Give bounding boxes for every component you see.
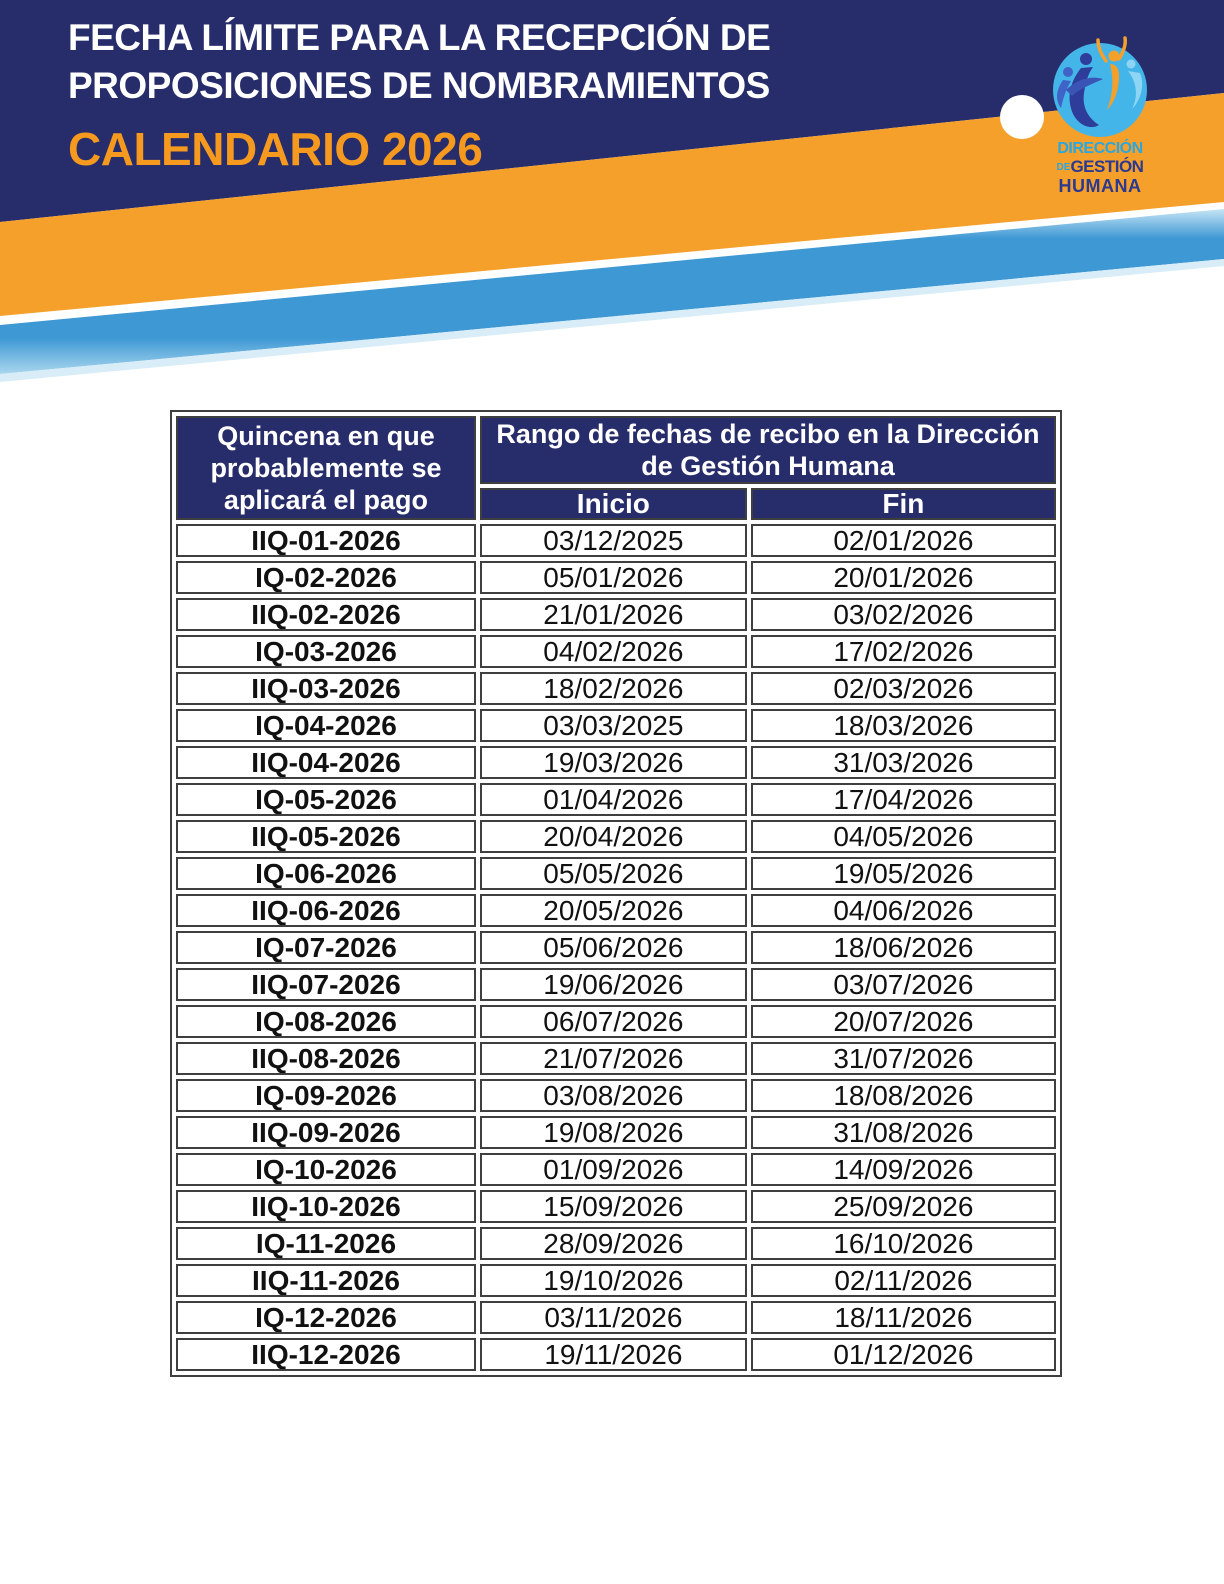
fin-date-cell: 03/07/2026 [751, 968, 1056, 1001]
logo-wordmark [1030, 141, 1170, 195]
inicio-date-cell: 21/01/2026 [480, 598, 747, 631]
table-row [176, 1264, 1056, 1297]
quincena-cell: IIQ-06-2026 [176, 894, 476, 927]
quincena-cell: IIQ-01-2026 [176, 524, 476, 557]
fin-date-cell: 18/03/2026 [751, 709, 1056, 742]
fin-date-cell: 04/06/2026 [751, 894, 1056, 927]
quincena-cell: IIQ-10-2026 [176, 1190, 476, 1223]
quincena-cell: IIQ-12-2026 [176, 1338, 476, 1371]
inicio-date-cell: 20/05/2026 [480, 894, 747, 927]
quincena-cell: IQ-11-2026 [176, 1227, 476, 1260]
inicio-date-cell: 19/03/2026 [480, 746, 747, 779]
quincena-cell: IQ-07-2026 [176, 931, 476, 964]
table-row [176, 820, 1056, 853]
quincena-cell: IIQ-04-2026 [176, 746, 476, 779]
calendar-subtitle: CALENDARIO 2026 [68, 123, 483, 175]
fin-date-cell: 19/05/2026 [751, 857, 1056, 890]
table-row [176, 1190, 1056, 1223]
quincena-cell: IIQ-09-2026 [176, 1116, 476, 1149]
fin-date-cell: 02/03/2026 [751, 672, 1056, 705]
table-row [176, 561, 1056, 594]
fin-date-cell: 18/06/2026 [751, 931, 1056, 964]
inicio-date-cell: 05/06/2026 [480, 931, 747, 964]
quincena-cell: IIQ-08-2026 [176, 1042, 476, 1075]
fin-date-cell: 18/08/2026 [751, 1079, 1056, 1112]
fin-date-cell: 25/09/2026 [751, 1190, 1056, 1223]
quincena-cell: IQ-05-2026 [176, 783, 476, 816]
logo-direccion: DIRECCIÓN [1057, 140, 1143, 157]
header-banner [0, 0, 1224, 400]
inicio-date-cell: 01/09/2026 [480, 1153, 747, 1186]
table-row [176, 1005, 1056, 1038]
quincena-cell: IQ-12-2026 [176, 1301, 476, 1334]
table-row [176, 1227, 1056, 1260]
fin-date-cell: 31/03/2026 [751, 746, 1056, 779]
inicio-date-cell: 18/02/2026 [480, 672, 747, 705]
table-row [176, 1301, 1056, 1334]
table-row [176, 598, 1056, 631]
inicio-date-cell: 03/12/2025 [480, 524, 747, 557]
inicio-date-cell: 05/01/2026 [480, 561, 747, 594]
table-row [176, 672, 1056, 705]
table-row [176, 1079, 1056, 1112]
fin-date-cell: 18/11/2026 [751, 1301, 1056, 1334]
quincena-cell: IIQ-03-2026 [176, 672, 476, 705]
quincena-cell: IQ-06-2026 [176, 857, 476, 890]
table-row [176, 1338, 1056, 1371]
table-row [176, 1042, 1056, 1075]
inicio-date-cell: 01/04/2026 [480, 783, 747, 816]
table-row [176, 635, 1056, 668]
quincena-cell: IQ-02-2026 [176, 561, 476, 594]
inicio-date-cell: 03/11/2026 [480, 1301, 747, 1334]
range-column-header: Rango de fechas de recibo en la Dirección de Gestión Humana [480, 416, 1056, 484]
quincena-cell: IIQ-11-2026 [176, 1264, 476, 1297]
table-row [176, 746, 1056, 779]
logo-gestion-word: GESTIÓN [1070, 157, 1144, 176]
title-line-2: PROPOSICIONES DE NOMBRAMIENTOS [68, 65, 770, 106]
calendar-table-grid [172, 412, 1060, 1375]
table-row [176, 709, 1056, 742]
table-row [176, 1116, 1056, 1149]
title-line-1: FECHA LÍMITE PARA LA RECEPCIÓN DE [68, 17, 771, 58]
fin-date-cell: 17/04/2026 [751, 783, 1056, 816]
inicio-date-cell: 03/08/2026 [480, 1079, 747, 1112]
inicio-date-cell: 21/07/2026 [480, 1042, 747, 1075]
inicio-date-cell: 20/04/2026 [480, 820, 747, 853]
fin-date-cell: 17/02/2026 [751, 635, 1056, 668]
fin-date-cell: 04/05/2026 [751, 820, 1056, 853]
fin-date-cell: 31/08/2026 [751, 1116, 1056, 1149]
inicio-date-cell: 28/09/2026 [480, 1227, 747, 1260]
table-row [176, 783, 1056, 816]
quincena-cell: IIQ-02-2026 [176, 598, 476, 631]
inicio-date-cell: 19/11/2026 [480, 1338, 747, 1371]
logo-gestion [1030, 158, 1170, 176]
inicio-date-cell: 06/07/2026 [480, 1005, 747, 1038]
quincena-cell: IIQ-07-2026 [176, 968, 476, 1001]
table-row [176, 857, 1056, 890]
white-dot [1000, 95, 1044, 139]
quincena-cell: IQ-04-2026 [176, 709, 476, 742]
page-title [68, 14, 770, 110]
fin-date-cell: 16/10/2026 [751, 1227, 1056, 1260]
inicio-date-cell: 19/08/2026 [480, 1116, 747, 1149]
table-row [176, 1153, 1056, 1186]
fin-date-cell: 02/11/2026 [751, 1264, 1056, 1297]
quincena-column-header: Quincena en que probablemente se aplicará el pago [176, 416, 476, 520]
inicio-date-cell: 15/09/2026 [480, 1190, 747, 1223]
quincena-cell: IQ-10-2026 [176, 1153, 476, 1186]
inicio-date-cell: 05/05/2026 [480, 857, 747, 890]
fin-date-cell: 02/01/2026 [751, 524, 1056, 557]
fin-date-cell: 01/12/2026 [751, 1338, 1056, 1371]
quincena-cell: IQ-09-2026 [176, 1079, 476, 1112]
inicio-column-header: Inicio [480, 488, 747, 520]
table-row [176, 968, 1056, 1001]
logo-de: DE [1056, 162, 1071, 173]
quincena-cell: IQ-08-2026 [176, 1005, 476, 1038]
fin-date-cell: 31/07/2026 [751, 1042, 1056, 1075]
fin-date-cell: 14/09/2026 [751, 1153, 1056, 1186]
inicio-date-cell: 03/03/2025 [480, 709, 747, 742]
quincena-cell: IQ-03-2026 [176, 635, 476, 668]
inicio-date-cell: 19/06/2026 [480, 968, 747, 1001]
fin-date-cell: 03/02/2026 [751, 598, 1056, 631]
fin-date-cell: 20/01/2026 [751, 561, 1056, 594]
quincena-cell: IIQ-05-2026 [176, 820, 476, 853]
table-row [176, 931, 1056, 964]
calendar-rows [176, 524, 1056, 1371]
fin-column-header: Fin [751, 488, 1056, 520]
calendar-table [170, 410, 1062, 1377]
table-row [176, 524, 1056, 557]
table-row [176, 894, 1056, 927]
logo-humana: HUMANA [1058, 176, 1142, 196]
inicio-date-cell: 19/10/2026 [480, 1264, 747, 1297]
inicio-date-cell: 04/02/2026 [480, 635, 747, 668]
fin-date-cell: 20/07/2026 [751, 1005, 1056, 1038]
